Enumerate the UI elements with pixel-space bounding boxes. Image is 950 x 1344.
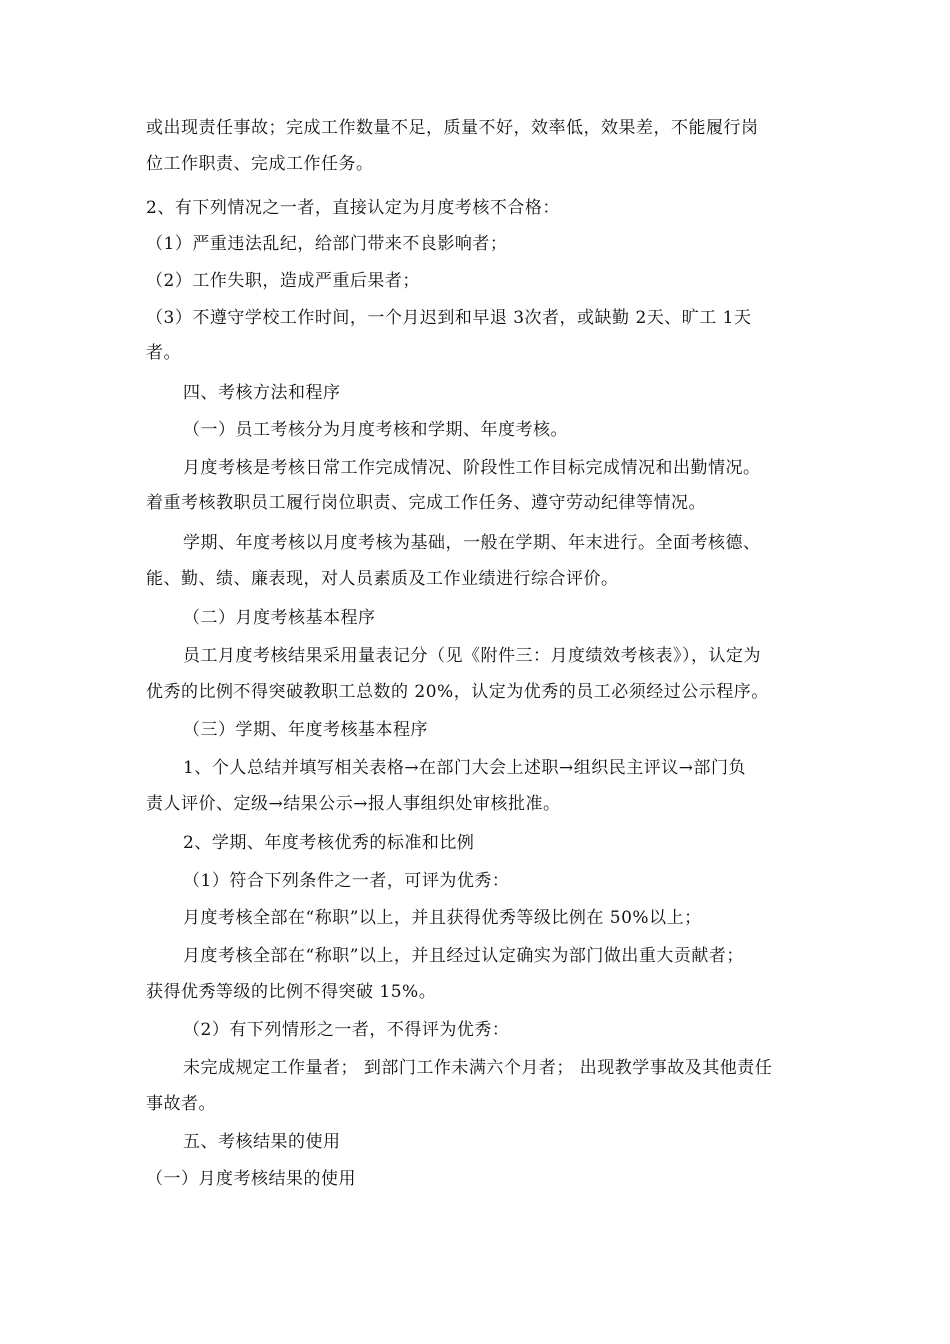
text-line-12: 学期、年度考核以月度考核为基础，一般在学期、年末进行。全面考核德、 [183, 533, 761, 553]
text-line-13: 能、勤、绩、廉表现，对人员素质及工作业绩进行综合评价。 [146, 569, 619, 589]
text-line-24: 获得优秀等级的比例不得突破 15%。 [146, 982, 437, 1002]
subheading-5-1: （一）月度考核结果的使用 [146, 1169, 356, 1189]
text-line-2: 位工作职责、完成工作任务。 [146, 154, 374, 174]
subheading-2: （二）月度考核基本程序 [183, 608, 376, 628]
subheading-1: （一）员工考核分为月度考核和学期、年度考核。 [183, 420, 568, 440]
text-line-23: 月度考核全部在“称职”以上，并且经过认定确实为部门做出重大贡献者； [183, 946, 744, 966]
text-line-1: 或出现责任事故；完成工作数量不足，质量不好，效率低，效果差，不能履行岗 [146, 118, 759, 138]
text-line-22: 月度考核全部在“称职”以上，并且获得优秀等级比例在 50%以上； [183, 908, 702, 928]
section-heading-5: 五、考核结果的使用 [183, 1132, 341, 1152]
text-line-21: （1）符合下列条件之一者，可评为优秀： [183, 871, 510, 891]
text-line-18: 1、个人总结并填写相关表格→在部门大会上述职→组织民主评议→部门负 [183, 758, 747, 778]
text-line-26: 未完成规定工作量者； 到部门工作未满六个月者； 出现教学事故及其他责任 [183, 1058, 773, 1078]
text-line-16: 优秀的比例不得突破教职工总数的 20%，认定为优秀的员工必须经过公示程序。 [146, 682, 769, 702]
text-line-20: 2、学期、年度考核优秀的标准和比例 [183, 833, 475, 853]
subheading-3: （三）学期、年度考核基本程序 [183, 720, 428, 740]
text-line-4: （1）严重违法乱纪，给部门带来不良影响者； [146, 234, 508, 254]
section-heading-4: 四、考核方法和程序 [183, 383, 341, 403]
text-line-10: 月度考核是考核日常工作完成情况、阶段性工作目标完成情况和出勤情况。 [183, 458, 761, 478]
text-line-7: 者。 [146, 343, 181, 363]
text-line-27: 事故者。 [146, 1094, 216, 1114]
text-line-3: 2、有下列情况之一者，直接认定为月度考核不合格： [146, 198, 560, 218]
text-line-11: 着重考核教职员工履行岗位职责、完成工作任务、遵守劳动纪律等情况。 [146, 493, 706, 513]
text-line-6: （3）不遵守学校工作时间，一个月迟到和早退 3次者，或缺勤 2天、旷工 1天 [146, 308, 752, 328]
text-line-15: 员工月度考核结果采用量表记分（见《附件三：月度绩效考核表》），认定为 [183, 646, 761, 666]
text-line-5: （2）工作失职，造成严重后果者； [146, 271, 420, 291]
text-line-25: （2）有下列情形之一者，不得评为优秀： [183, 1020, 510, 1040]
text-line-19: 责人评价、定级→结果公示→报人事组织处审核批准。 [146, 794, 561, 814]
